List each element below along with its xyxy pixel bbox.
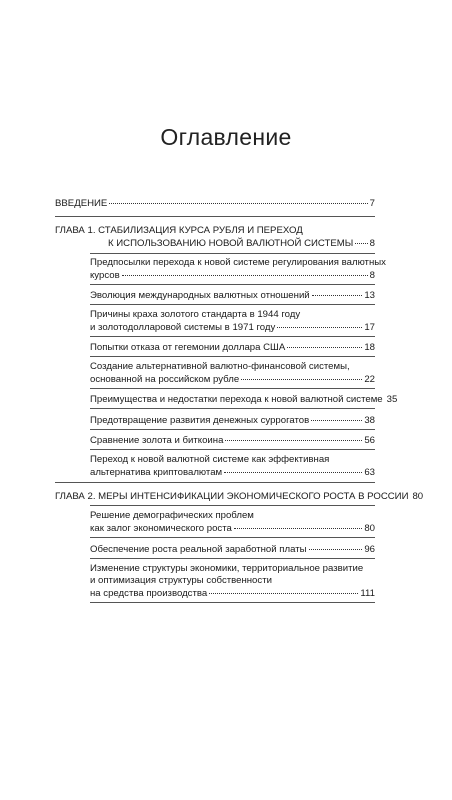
- divider: [90, 505, 375, 506]
- toc-item[interactable]: [90, 309, 375, 334]
- toc-chapter-title: ГЛАВА 1. СТАБИЛИЗАЦИЯ КУРСА РУБЛЯ И ПЕРЕХОД: [55, 225, 303, 236]
- toc-item[interactable]: [90, 361, 375, 386]
- toc-item-text: и золотодолларовой системы в 1971 году: [90, 322, 276, 333]
- toc-item-text: Попытки отказа от гегемонии доллара США: [90, 342, 286, 353]
- toc-item[interactable]: [90, 341, 375, 354]
- toc-item-text: Изменение структуры экономики, территориальное развитие: [90, 563, 364, 574]
- toc-entry-intro[interactable]: [55, 197, 375, 210]
- toc-item-text: на средства производства: [90, 588, 208, 599]
- toc-page-number: 96: [364, 544, 375, 555]
- toc-chapter-2[interactable]: [55, 490, 424, 503]
- dot-leader: [309, 541, 363, 550]
- divider: [90, 253, 375, 254]
- toc-page-number: 13: [364, 290, 375, 301]
- dot-leader: [109, 195, 367, 204]
- dot-leader: [277, 319, 362, 328]
- toc-page-number: 18: [364, 342, 375, 353]
- toc-item-text: альтернатива криптовалютам: [90, 467, 223, 478]
- toc-entry-label: ВВЕДЕНИЕ: [55, 198, 108, 209]
- divider: [90, 356, 375, 357]
- toc-page-number: 56: [364, 435, 375, 446]
- toc-chapter-1[interactable]: [55, 225, 375, 250]
- toc-item[interactable]: [90, 257, 386, 282]
- toc-item[interactable]: [90, 434, 375, 447]
- page-title: Оглавление: [160, 124, 292, 150]
- toc-page-number: 38: [364, 415, 375, 426]
- divider: [90, 284, 375, 285]
- toc-item-text: Обеспечение роста реальной заработной платы: [90, 544, 307, 555]
- dot-leader: [224, 464, 362, 473]
- divider: [90, 304, 375, 305]
- toc-item[interactable]: [90, 454, 375, 479]
- toc-item[interactable]: [90, 393, 398, 406]
- toc-page-number: 111: [360, 588, 375, 599]
- toc-item[interactable]: [90, 289, 375, 302]
- dot-leader: [287, 339, 362, 348]
- toc-item-text: Решение демографических проблем: [90, 510, 254, 521]
- dot-leader: [209, 585, 358, 594]
- toc-chapter-title-cont: К ИСПОЛЬЗОВАНИЮ НОВОЙ ВАЛЮТНОЙ СИСТЕМЫ: [108, 238, 354, 249]
- toc-page-number: 35: [386, 394, 398, 405]
- toc-item[interactable]: [90, 510, 375, 535]
- divider: [55, 216, 375, 217]
- toc-item[interactable]: [90, 563, 375, 600]
- toc-page-number: 80: [412, 491, 424, 502]
- toc-page-number: 7: [369, 198, 375, 209]
- toc-page-number: 63: [364, 467, 375, 478]
- divider: [90, 558, 375, 559]
- toc-page-number: 22: [364, 374, 375, 385]
- toc-item-text: Преимущества и недостатки перехода к новой валютной системе: [90, 394, 383, 405]
- toc-page-number: 17: [364, 322, 375, 333]
- divider: [90, 388, 375, 389]
- dot-leader: [234, 520, 363, 529]
- divider: [90, 602, 375, 603]
- divider: [90, 336, 375, 337]
- toc-item-text: Эволюция международных валютных отношений: [90, 290, 310, 301]
- toc-item-text: Причины краха золотого стандарта в 1944 году: [90, 309, 301, 320]
- toc-item-text: курсов: [90, 270, 120, 281]
- toc-item[interactable]: [90, 414, 375, 427]
- toc-page-number: 8: [369, 238, 375, 249]
- toc-item-text: основанной на российском рубле: [90, 374, 240, 385]
- dot-leader: [241, 371, 362, 380]
- toc-chapter-title: ГЛАВА 2. МЕРЫ ИНТЕНСИФИКАЦИИ ЭКОНОМИЧЕСКОГО РОСТА В РОССИИ: [55, 491, 409, 502]
- toc-page-number: 80: [364, 523, 375, 534]
- divider: [55, 482, 375, 483]
- toc-item-text: как залог экономического роста: [90, 523, 232, 534]
- dot-leader: [355, 235, 367, 244]
- divider: [90, 537, 375, 538]
- divider: [90, 408, 375, 409]
- toc-item-text: и оптимизация структуры собственности: [90, 575, 272, 586]
- toc-item[interactable]: [90, 543, 375, 556]
- divider: [90, 449, 375, 450]
- toc-page-number: 8: [369, 270, 375, 281]
- toc-item-text: Создание альтернативной валютно-финансовой системы,: [90, 361, 350, 372]
- toc-item-text: Предотвращение развития денежных суррогатов: [90, 415, 310, 426]
- toc-item-text: Сравнение золота и биткоина: [90, 435, 224, 446]
- toc-item-text: Предпосылки перехода к новой системе регулирования валютных: [90, 257, 386, 268]
- dot-leader: [312, 287, 363, 296]
- divider: [90, 429, 375, 430]
- dot-leader: [122, 267, 368, 276]
- dot-leader: [311, 412, 362, 421]
- toc-item-text: Переход к новой валютной системе как эффективная: [90, 454, 330, 465]
- dot-leader: [225, 432, 362, 441]
